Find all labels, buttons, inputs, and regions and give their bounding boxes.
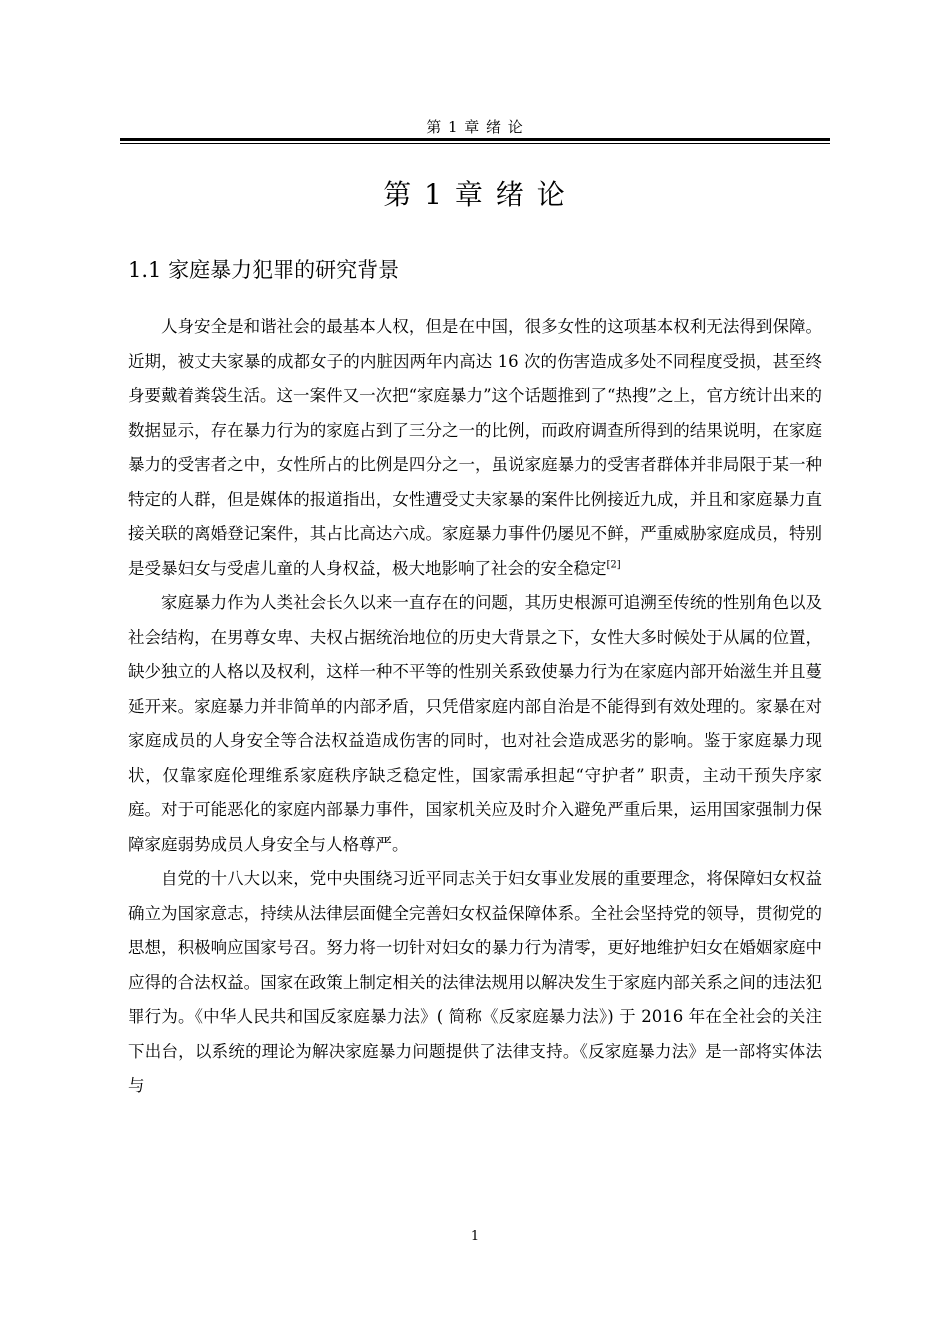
section-heading: 1.1 家庭暴力犯罪的研究背景 xyxy=(128,258,400,282)
paragraph-1 xyxy=(128,310,822,586)
chapter-title: 第 1 章 绪 论 xyxy=(383,178,567,211)
header-rule-thick xyxy=(120,138,830,141)
header-rule-thin xyxy=(120,143,830,144)
paragraph-3 xyxy=(128,862,822,1104)
paragraph-2-text: 家庭暴力作为人类社会长久以来一直存在的问题，其历史根源可追溯至传统的性别角色以及社会结构，在男尊女卑、夫权占据统治地位的历史大背景之下，女性大多时候处于从属的位置，缺少独立的人格以及权利，这样一种不平等的性别关系致使暴力行为在家庭内部开始滋生并且蔓延开来。家庭暴力并非简单的内部矛盾，只凭借家庭内部自治是不能得到有效处理的。家暴在对家庭成员的人身安全等合法权益造成伤害的同时，也对社会造成恶劣的影响。鉴于家庭暴力现状，仅靠家庭伦理维系家庭秩序缺乏稳定性，国家需承担起“守护者” 职责，主动干预失序家庭。对于可能恶化的家庭内部暴力事件，国家机关应及时介入避免严重后果，运用国家强制力保障家庭弱势成员人身安全与人格尊严。 xyxy=(128,593,822,854)
running-header: 第 1 章 绪 论 xyxy=(426,118,524,136)
paragraph-1-text: 人身安全是和谐社会的最基本人权，但是在中国，很多女性的这项基本权利无法得到保障。近期，被丈夫家暴的成都女子的内脏因两年内高达 16 次的伤害造成多处不同程度受损，甚至终身要戴着粪袋生活。这一案件又一次把“家庭暴力”这个话题推到了“热搜”之上，官方统计出来的数据显示，存在暴力行为的家庭占到了三分之一的比例，而政府调查所得到的结果说明，在家庭暴力的受害者之中，女性所占的比例是四分之一，虽说家庭暴力的受害者群体并非局限于某一种特定的人群，但是媒体的报道指出，女性遭受丈夫家暴的案件比例接近九成，并且和家庭暴力直接关联的离婚登记案件，其占比高达六成。家庭暴力事件仍屡见不鲜，严重威胁家庭成员，特别是受暴妇女与受虐儿童的人身权益，极大地影响了社会的安全稳定 xyxy=(128,317,822,578)
paragraph-3-text: 自党的十八大以来，党中央围绕习近平同志关于妇女事业发展的重要理念，将保障妇女权益确立为国家意志，持续从法律层面健全完善妇女权益保障体系。全社会坚持党的领导，贯彻党的思想，积极响应国家号召。努力将一切针对妇女的暴力行为清零，更好地维护妇女在婚姻家庭中应得的合法权益。国家在政策上制定相关的法律法规用以解决发生于家庭内部关系之间的违法犯罪行为。《中华人民共和国反家庭暴力法》( 简称《反家庭暴力法》) 于 2016 年在全社会的关注下出台，以系统的理论为解决家庭暴力问题提供了法律支持。《反家庭暴力法》是一部将实体法与 xyxy=(128,869,822,1095)
paragraph-2 xyxy=(128,586,822,862)
page-number: 1 xyxy=(470,1229,480,1244)
citation-marker: [2] xyxy=(606,559,621,570)
body-text xyxy=(128,310,822,1104)
